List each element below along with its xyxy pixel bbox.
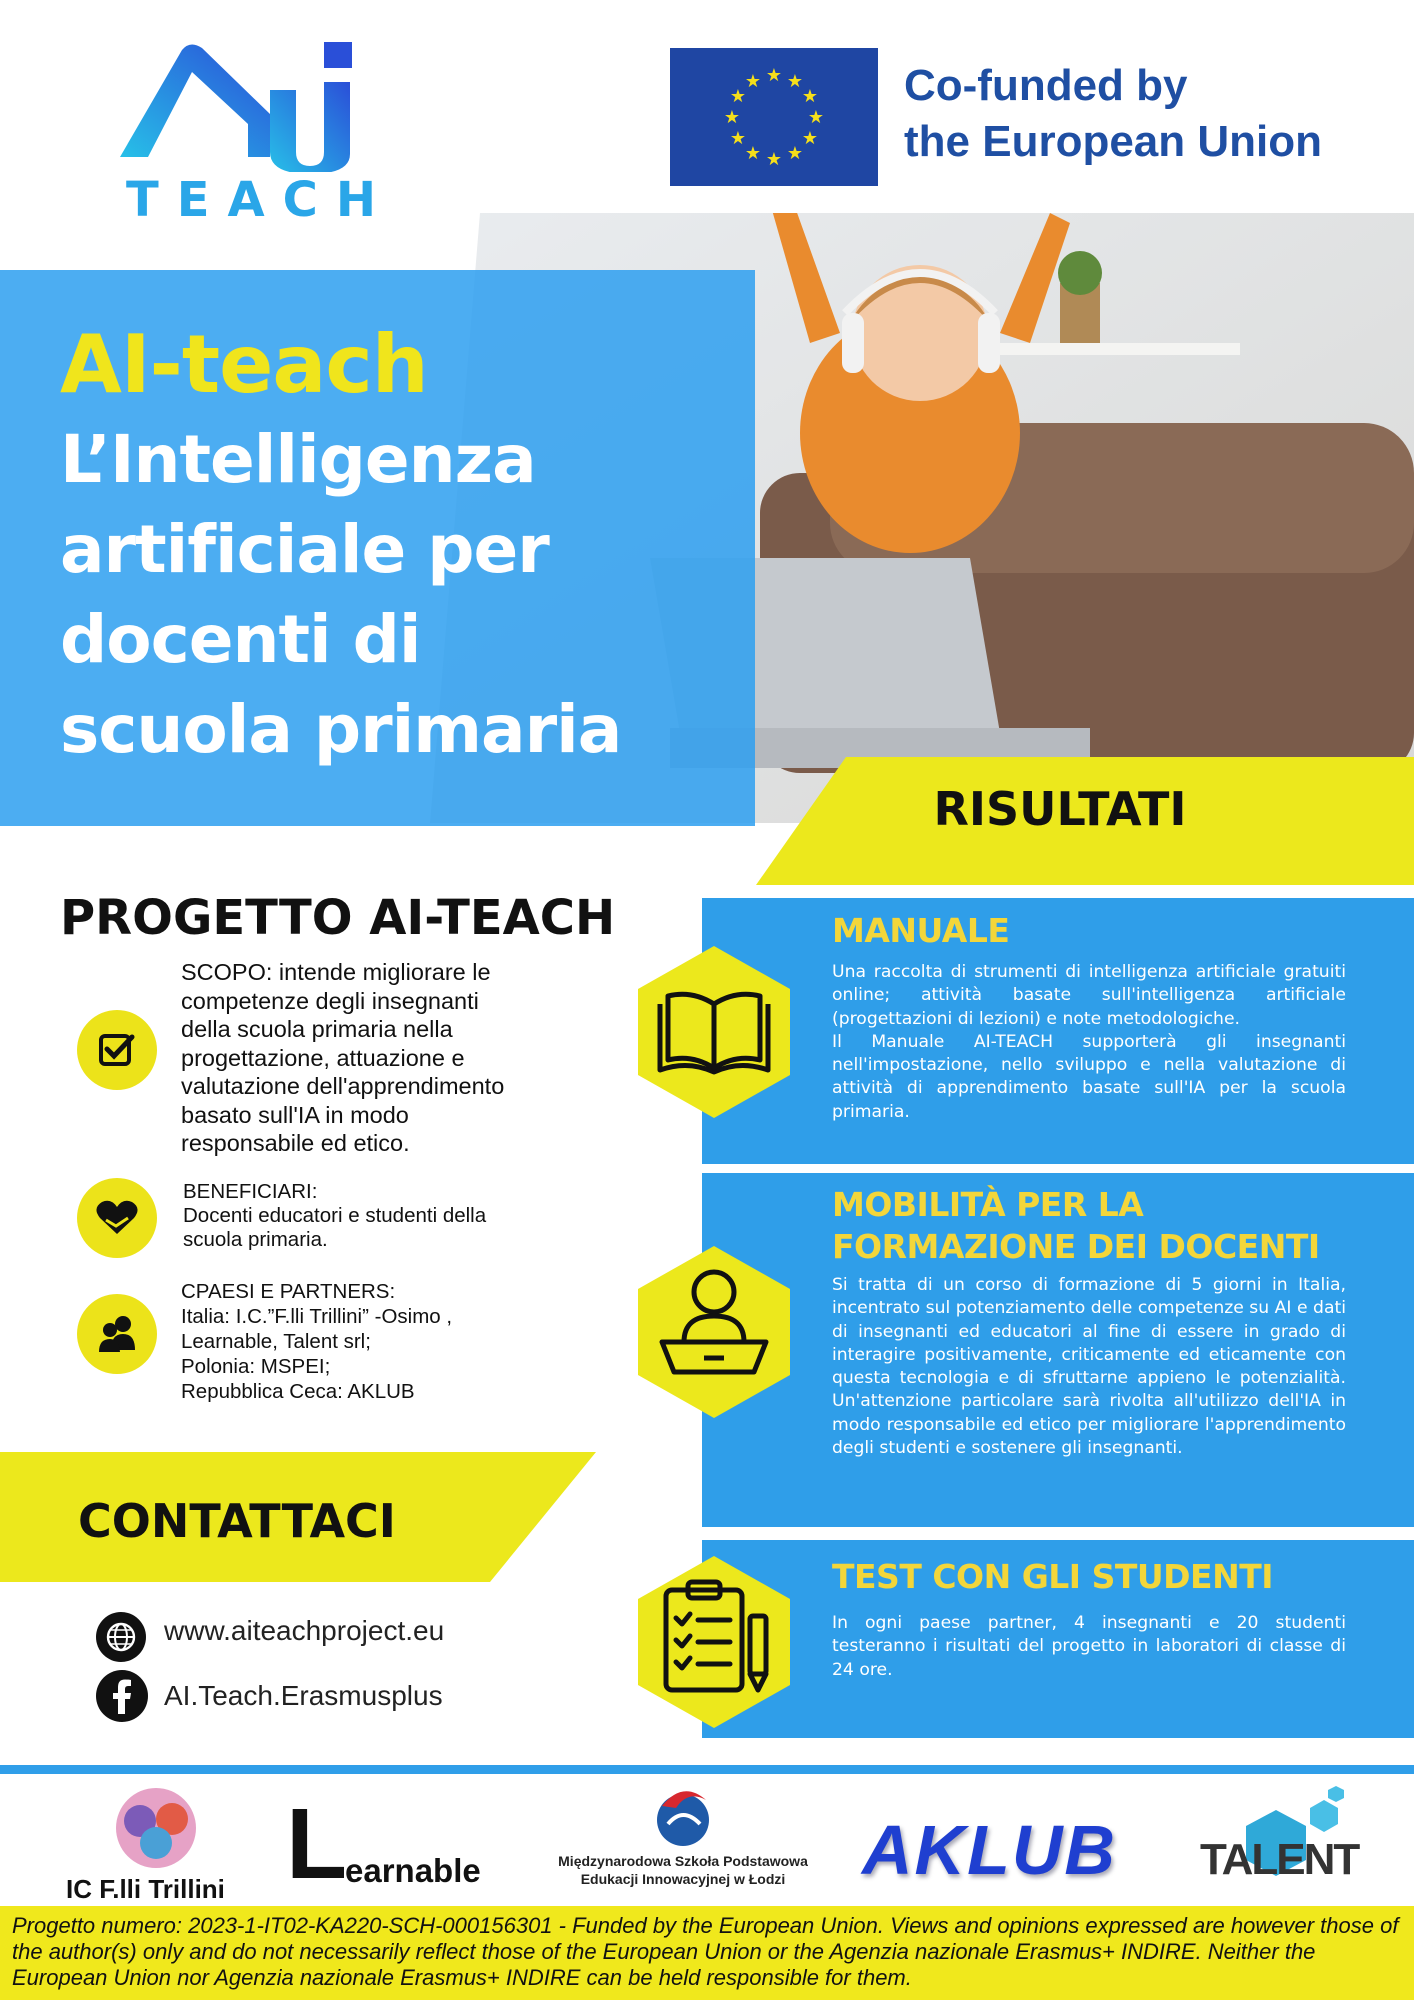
learnable-logo-letter: L: [286, 1788, 348, 1900]
clipboard-checklist-icon: [638, 1556, 790, 1728]
scopo-text: SCOPO: intende migliorare le competenze degli insegnanti della scuola primaria nella progettazione, attuazione e valutazione dell'apprendimento basato sull'IA in modo responsabile ed etico.: [181, 959, 505, 1156]
footer-divider: [0, 1765, 1414, 1774]
svg-text:★: ★: [723, 107, 741, 128]
manuale-title: MANUALE: [832, 911, 1010, 950]
teacher-laptop-icon: [638, 1246, 790, 1418]
partner-aklub: AKLUB: [862, 1811, 1117, 1889]
eu-cofunded-text: [904, 58, 1322, 170]
risultati-heading: RISULTATI: [933, 782, 1187, 836]
hero-title-line: docenti di: [60, 601, 421, 678]
logo-text: TEACH: [126, 172, 395, 228]
eu-flag-icon: [670, 48, 878, 186]
globe-icon: [96, 1612, 146, 1662]
hero-title-line: artificiale per: [60, 511, 549, 588]
partner-mspei: [548, 1852, 818, 1888]
mspei-logo-icon: [648, 1786, 718, 1848]
partner-trillini: IC F.lli Trillini: [66, 1874, 225, 1904]
partner-talent: TALENT: [1200, 1835, 1359, 1884]
mobilita-title-line: MOBILITÀ PER LA: [832, 1185, 1144, 1224]
mobilita-title-line: FORMAZIONE DEI DOCENTI: [832, 1227, 1320, 1266]
test-text: In ogni paese partner, 4 insegnanti e 20 studenti testeranno i risultati del progetto in laboratori di classe di 24 ore.: [832, 1613, 1346, 1680]
contattaci-heading: CONTATTACI: [78, 1494, 396, 1548]
svg-text:★: ★: [744, 143, 762, 164]
book-icon: [638, 946, 790, 1118]
paesi-partners-text: CPAESI E PARTNERS: Italia: I.C.”F.lli Trillini” -Osimo , Learnable, Talent srl; Polonia: MSPEI; Repubblica Ceca: AKLUB: [181, 1280, 453, 1403]
eu-line-1: Co-funded by: [904, 61, 1188, 110]
mspei-line: Międzynarodowa Szkoła Podstawowa: [558, 1853, 808, 1869]
website-link[interactable]: www.aiteachproject.eu: [164, 1615, 445, 1646]
svg-text:★: ★: [744, 71, 762, 92]
svg-text:★: ★: [729, 128, 747, 149]
facebook-link[interactable]: AI.Teach.Erasmusplus: [164, 1680, 443, 1711]
hero-title-line: scuola primaria: [60, 691, 622, 768]
svg-text:★: ★: [786, 71, 804, 92]
eu-line-2: the European Union: [904, 117, 1322, 166]
handshake-heart-icon: [77, 1178, 157, 1258]
checkbox-icon: [77, 1010, 157, 1090]
svg-text:★: ★: [765, 149, 783, 170]
svg-text:★: ★: [807, 107, 825, 128]
users-icon: [77, 1294, 157, 1374]
partner-learnable: earnable: [345, 1852, 481, 1889]
ai-logo-mark-icon: [120, 42, 380, 172]
hero-title: [60, 315, 760, 775]
trillini-logo-icon: [100, 1783, 212, 1873]
beneficiari-text: BENEFICIARI: Docenti educatori e studenti della scuola primaria.: [183, 1180, 487, 1251]
mobilita-text: Si tratta di un corso di formazione di 5 giorni in Italia, incentrato sul potenziamento delle competenze su AI e dati di insegnanti ed educatori al fine di essere in grado di interagire positivamente, criticamente ed eticamente con questa tecnologia e di sfruttarne appieno le potenzialità. Un'attenzione particolare sarà rivolta all'utilizzo dell'IA in modo responsabile ed etico per migliorare l'apprendimento degli studenti e sostenere gli insegnanti.: [832, 1275, 1346, 1459]
svg-text:★: ★: [765, 65, 783, 86]
svg-text:★: ★: [801, 128, 819, 149]
disclaimer-text: Progetto numero: 2023-1-IT02-KA220-SCH-000156301 - Funded by the European Union. Views and opinions expressed are however those of the author(s) only and do not necessarily reflect those of the European Union or the Agenzia nazionale Erasmus+ INDIRE. Neither the European Union nor Agenzia nazionale Erasmus+ INDIRE can be held responsible for them.: [12, 1913, 1399, 1990]
manuale-text: Una raccolta di strumenti di intelligenza artificiale gratuiti online; attività basate sull'intelligenza artificiale (progettazioni di lezioni) e note metodologiche. Il Manuale AI-TEACH supporterà gli insegnanti nell'impostazione, nello sviluppo e nella valutazione di attività di apprendimento basate sull'IA per la scuola primaria.: [832, 962, 1346, 1122]
hero-title-line: L’Intelligenza: [60, 421, 536, 498]
progetto-heading: PROGETTO AI-TEACH: [60, 890, 616, 946]
hero-title-accent: AI-teach: [60, 318, 428, 411]
mspei-line: Edukacji Innowacyjnej w Łodzi: [580, 1871, 786, 1887]
test-title: TEST CON GLI STUDENTI: [832, 1557, 1273, 1596]
facebook-icon: [96, 1670, 148, 1722]
svg-text:★: ★: [786, 143, 804, 164]
mobilita-title: [832, 1184, 1392, 1268]
svg-text:★: ★: [801, 86, 819, 107]
svg-text:★: ★: [729, 86, 747, 107]
